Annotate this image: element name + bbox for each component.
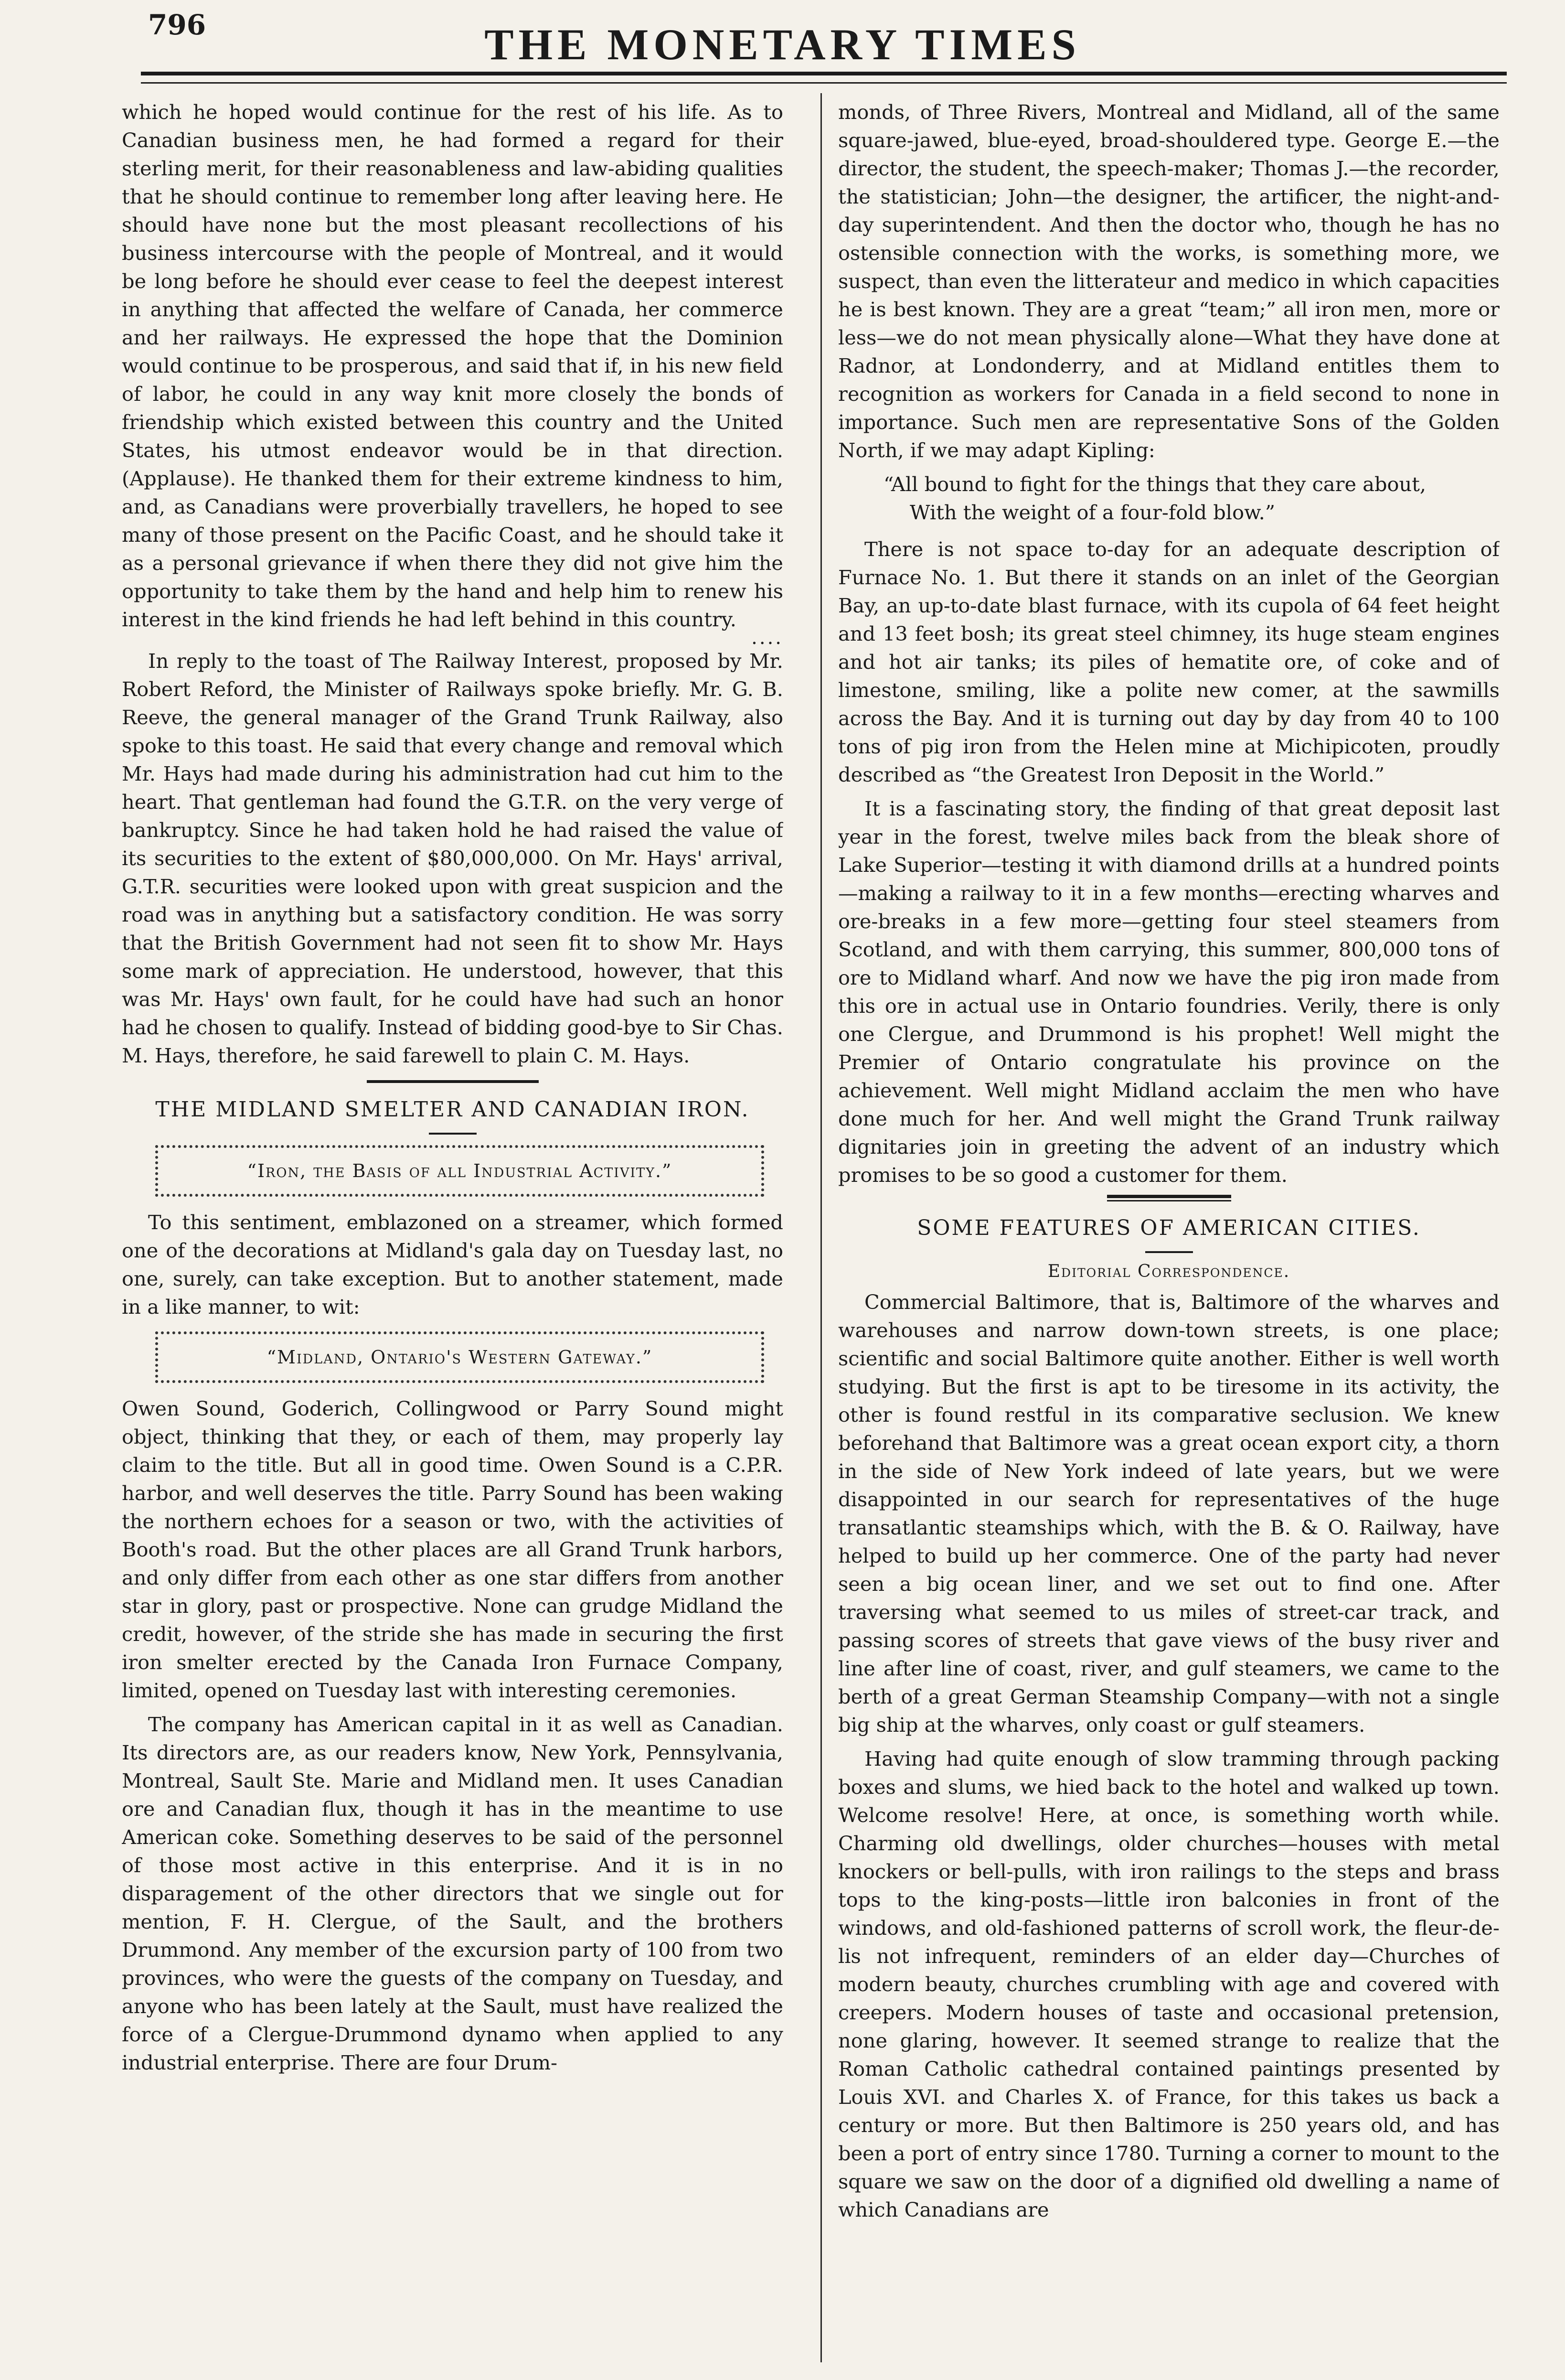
article-paragraph: Commercial Baltimore, that is, Baltimore of the wharves and warehouses and narrow down-town streets, is one place; scientific and social Baltimore quite another. Either is well worth studying. But the first is apt to be tiresome in its activity, the other is found restful in its comparative seclusion. We knew beforehand that Baltimore was a great ocean export city, a thorn in the side of New York indeed of late years, but we were disappointed in our search for representatives of the huge transatlantic steamships which, with the B. & O. Railway, have helped to build up her commerce. One of the party had never seen a big ocean liner, and we set out to find one. After traversing what seemed to us miles of street-car track, and passing scores of streets that gave views of the busy river and line after line of coast, river, and gulf steamers, we came to the berth of a great German Steamship Company—with not a single big ship at the wharves, only coast or gulf steamers. <box>838 1290 1500 1737</box>
verse-line: With the weight of a four-fold blow.” <box>910 501 1276 524</box>
boxed-quote: “Iron, the Basis of all Industrial Activity.” <box>155 1145 764 1197</box>
article-paragraph: To this sentiment, emblazoned on a streamer, which formed one of the decorations at Midland's gala day on Tuesday last, no one, surely, can take exception. But to another statement, made in a like manner, to wit: <box>122 1211 783 1319</box>
left-column <box>122 98 783 2372</box>
boxed-quote: “Midland, Ontario's Western Gateway.” <box>155 1331 764 1383</box>
article-paragraph: The company has American capital in it as well as Canadian. Its directors are, as our readers know, New York, Pennsylvania, Montreal, Sault Ste. Marie and Midland men. It uses Canadian ore and Canadian flux, though it has in the meantime to use American coke. Something deserves to be said of the personnel of those most active in this enterprise. And it is in no disparagement of the other directors that we single out for mention, F. H. Clergue, of the Sault, and the brothers Drummond. Any member of the excursion party of 100 from two provinces, who were the guests of the company on Tuesday, and anyone who has been lately at the Sault, must have realized the force of a Clergue-Drummond dynamo when applied to any industrial enterprise. There are four Drum- <box>122 1713 783 2074</box>
article-paragraph: In reply to the toast of The Railway Interest, proposed by Mr. Robert Reford, the Minister of Railways spoke briefly. Mr. G. B. Reeve, the general manager of the Grand Trunk Railway, also spoke to this toast. He said that every change and removal which Mr. Hays had made during his administration had cut him to the heart. That gentleman had found the G.T.R. on the very verge of bankruptcy. Since he had taken hold he had raised the value of its securities to the extent of $80,000,000. On Mr. Hays' arrival, G.T.R. securities were looked upon with great suspicion and the road was in anything but a satisfactory condition. He was sorry that the British Government had not seen fit to show Mr. Hays some mark of appreciation. He understood, however, that this was Mr. Hays' own fault, for he could have had such an honor had he chosen to qualify. Instead of bidding good-bye to Sir Chas. M. Hays, therefore, he said farewell to plain C. M. Hays. <box>122 649 783 1067</box>
heading-rule <box>429 1133 477 1135</box>
article-heading: THE MIDLAND SMELTER AND CANADIAN IRON. <box>155 1097 750 1122</box>
page-number: 796 <box>148 9 206 41</box>
masthead-rule-thick <box>141 72 1507 75</box>
quoted-verse <box>884 470 1500 526</box>
article-end-rule <box>1107 1195 1231 1201</box>
column-divider <box>820 93 822 2362</box>
masthead-title: THE MONETARY TIMES <box>484 20 1081 69</box>
article-paragraph: It is a fascinating story, the finding of that great deposit last year in the forest, twelve miles back from the bleak shore of Lake Superior—testing it with diamond drills at a hundred points—making a railway to it in a few months—erecting wharves and ore-breaks in a few more—getting four steel steamers from Scotland, and with them carrying, this summer, 800,000 tons of ore to Midland wharf. And now we have the pig iron made from this ore in actual use in Ontario foundries. Verily, there is only one Clergue, and Drummond is his prophet! Well might the Premier of Ontario congratulate his province on the achievement. Well might Midland acclaim the men who have done much for her. And well might the Grand Trunk railway dignitaries join in greeting the advent of an industry which promises to be so good a customer for them. <box>838 797 1500 1187</box>
article-paragraph: Having had quite enough of slow tramming through packing boxes and slums, we hied back to the hotel and walked up town. Welcome resolve! Here, at once, is something worth while. Charming old dwellings, older churches—houses with metal knockers or bell-pulls, with iron railings to the steps and brass tops to the king-posts—little iron balconies in front of the windows, and old-fashioned patterns of scroll work, the fleur-de-lis not infrequent, reminders of an elder day—Churches of modern beauty, churches crumbling with age and covered with creepers. Modern houses of taste and occasional pretension, none glaring, however. It seemed strange to realize that the Roman Catholic cathedral contained paintings presented by Louis XVI. and Charles X. of France, for this takes us back a century or more. But then Baltimore is 250 years old, and has been a port of entry since 1780. Turning a corner to mount to the square we saw on the door of a dignified old dwelling a name of which Canadians are <box>838 1747 1500 2221</box>
masthead-rule-thin <box>141 82 1507 84</box>
article-end-rule <box>367 1080 539 1083</box>
heading-rule <box>1145 1251 1193 1253</box>
article-heading: SOME FEATURES OF AMERICAN CITIES. <box>917 1216 1421 1240</box>
article-paragraph: There is not space to-day for an adequate description of Furnace No. 1. But there it stands on an inlet of the Georgian Bay, an up-to-date blast furnace, with its cupola of 64 feet height and 13 feet bosh; its great steel chimney, its huge steam engines and hot air tanks; its piles of hematite ore, of coke and of limestone, smiling, like a polite new comer, at the sawmills across the Bay. And it is turning out day by day from 40 to 100 tons of pig iron from the Helen mine at Michipicoten, proudly described as “the Greatest Iron Deposit in the World.” <box>838 537 1500 786</box>
article-subheading: Editorial Correspondence. <box>1047 1262 1290 1281</box>
article-paragraph: Owen Sound, Goderich, Collingwood or Parry Sound might object, thinking that they, or each of them, may properly lay claim to the title. But all in good time. Owen Sound is a C.P.R. harbor, and well deserves the title. Parry Sound has been waking the northern echoes for a season or two, with the activities of Booth's road. But the other places are all Grand Trunk harbors, and only differ from each other as one star differs from another star in glory, past or prospective. None can grudge Midland the credit, however, of the stride she has made in securing the first iron smelter erected by the Canada Iron Furnace Company, limited, opened on Tuesday last with interesting ceremonies. <box>122 1397 783 1702</box>
article-paragraph: which he hoped would continue for the rest of his life. As to Canadian business men, he had formed a regard for their sterling merit, for their reasonableness and law-abiding qualities that he should continue to remember long after leaving here. He should have none but the most pleasant recollections of his business intercourse with the people of Montreal, and it would be long before he should ever cease to feel the deepest interest in anything that affected the welfare of Canada, her commerce and her railways. He expressed the hope that the Dominion would continue to be prosperous, and said that if, in his new field of labor, he could in any way knit more closely the bonds of friendship which existed between this country and the United States, his utmost endeavor would be in that direction. (Applause). He thanked them for their extreme kindness to him, and, as Canadians were proverbially travellers, he hoped to see many of those present on the Pacific Coast, and he should take it as a personal grievance if when there they did not give him the opportunity to take them by the hand and help him to renew his interest in the kind friends he had left behind in this country. <box>122 100 783 631</box>
article-paragraph: monds, of Three Rivers, Montreal and Midland, all of the same square-jawed, blue-eyed, broad-shouldered type. George E.—the director, the student, the speech-maker; Thomas J.—the recorder, the statistician; John—the designer, the artificer, the night-and-day superintendent. And then the doctor who, though he has no ostensible connection with the works, is something more, we suspect, than even the litterateur and medico in which capacities he is best known. They are a great “team;” all iron men, more or less—we do not mean physically alone—What they have done at Radnor, at Londonderry, and at Midland entitles them to recognition as workers for Canada in a field second to none in importance. Such men are representative Sons of the Golden North, if we may adapt Kipling: <box>838 100 1500 462</box>
section-break-dots: .... <box>751 627 783 649</box>
right-column <box>838 98 1500 2372</box>
verse-line: “All bound to fight for the things that they care about, <box>884 472 1427 496</box>
